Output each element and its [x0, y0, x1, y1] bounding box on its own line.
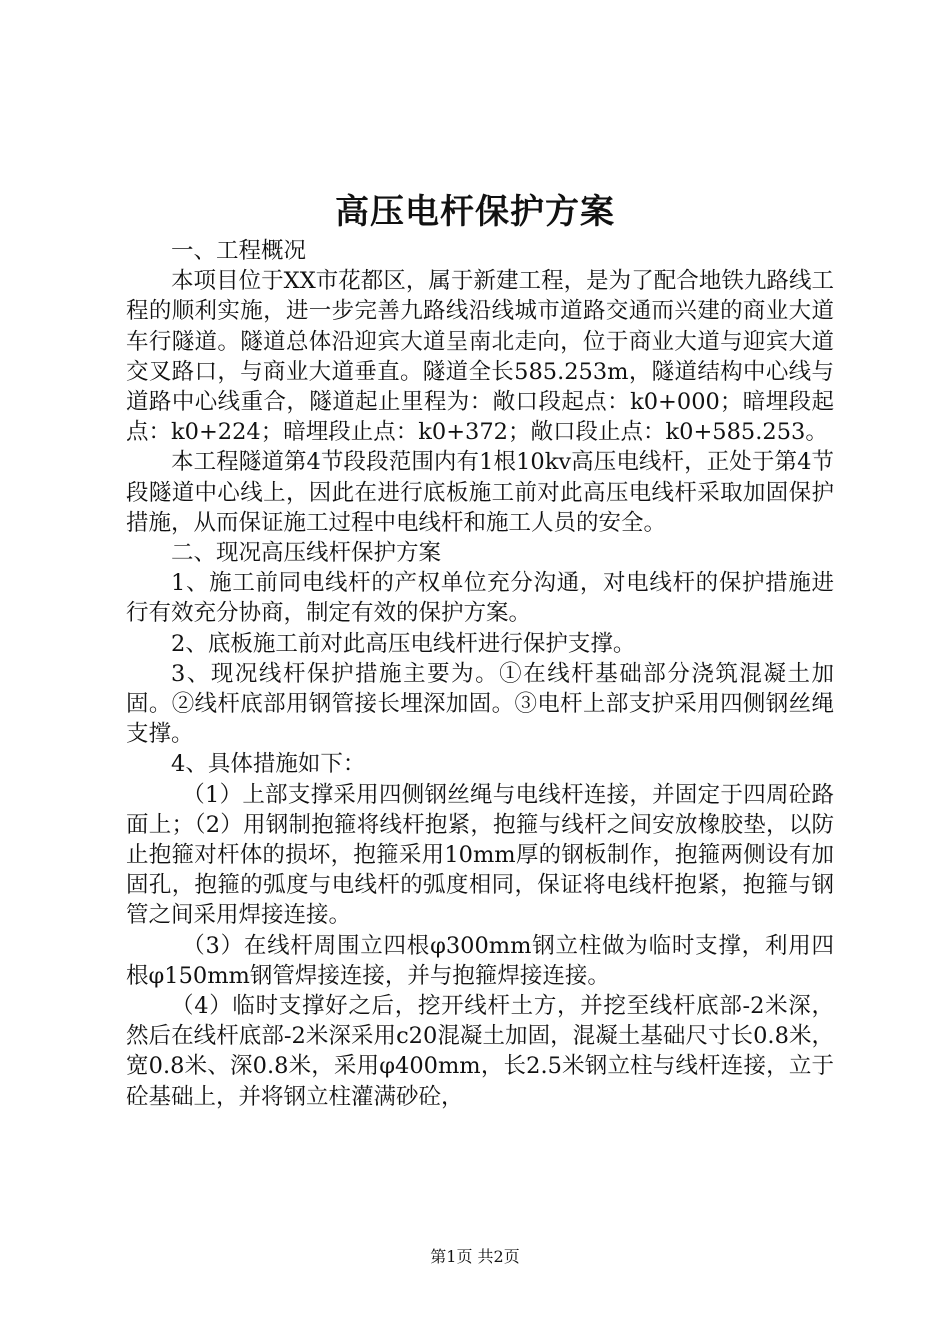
paragraph-item-1: 1、施工前同电线杆的产权单位充分沟通，对电线杆的保护措施进行有效充分协商，制定有效的保护方案。	[126, 570, 834, 627]
paragraph-item-3: 3、现况线杆保护措施主要为。①在线杆基础部分浇筑混凝土加固。②线杆底部用钢管接长埋深加固。③电杆上部支护采用四侧钢丝绳支撑。	[126, 660, 834, 748]
section-heading-overview: 一、工程概况	[171, 238, 307, 264]
paragraph-project-location: 本项目位于XX市花都区，属于新建工程，是为了配合地铁九路线工程的顺利实施，进一步完善九路线沿线城市道路交通而兴建的商业大道车行隧道。隧道总体沿迎宾大道呈南北走向，位于商业大道与迎宾大道交叉路口，与商业大道垂直。隧道全长585.253m，隧道结构中心线与道路中心线重合，隧道起止里程为：敞口段起点：k0+000；暗埋段起点：k0+224；暗埋段止点：k0+372；敞口段止点：k0+585.253。	[126, 268, 834, 446]
section-heading-protection-plan: 二、现况高压线杆保护方案	[171, 540, 442, 567]
paragraph-item-4: 4、具体措施如下：	[171, 751, 366, 778]
paragraph-pole-location: 本工程隧道第4节段段范围内有1根10kv高压电线杆，正处于第4节段隧道中心线上，因此在进行底板施工前对此高压电线杆采取加固保护措施，从而保证施工过程中电线杆和施工人员的安全。	[126, 449, 834, 536]
paragraph-item-2: 2、底板施工前对此高压电线杆进行保护支撑。	[171, 630, 636, 657]
page-footer: 第1页 共2页	[430, 1247, 520, 1266]
document-body	[126, 236, 834, 1112]
paragraph-measure-1-2: （1）上部支撑采用四侧钢丝绳与电线杆连接，并固定于四周砼路面上；（2）用钢制抱箍将线杆抱紧，抱箍与线杆之间安放橡胶垫，以防止抱箍对杆体的损坏，抱箍采用10mm厚的钢板制作，抱箍两侧设有加固孔，抱箍的弧度与电线杆的弧度相同，保证将电线杆抱紧，抱箍与钢管之间采用焊接连接。	[126, 781, 834, 929]
paragraph-measure-3: （3）在线杆周围立四根φ300mm钢立柱做为临时支撑，利用四根φ150mm钢管焊接连接，并与抱箍焊接连接。	[126, 932, 834, 989]
paragraph-measure-4: （4）临时支撑好之后，挖开线杆土方，并挖至线杆底部-2米深，然后在线杆底部-2米深采用c20混凝土加固，混凝土基础尺寸长0.8米，宽0.8米、深0.8米，采用φ400mm，长2.5米钢立柱与线杆连接，立于砼基础上，并将钢立柱灌满砂砼，	[126, 993, 834, 1110]
document-title: 高压电杆保护方案	[335, 192, 615, 232]
